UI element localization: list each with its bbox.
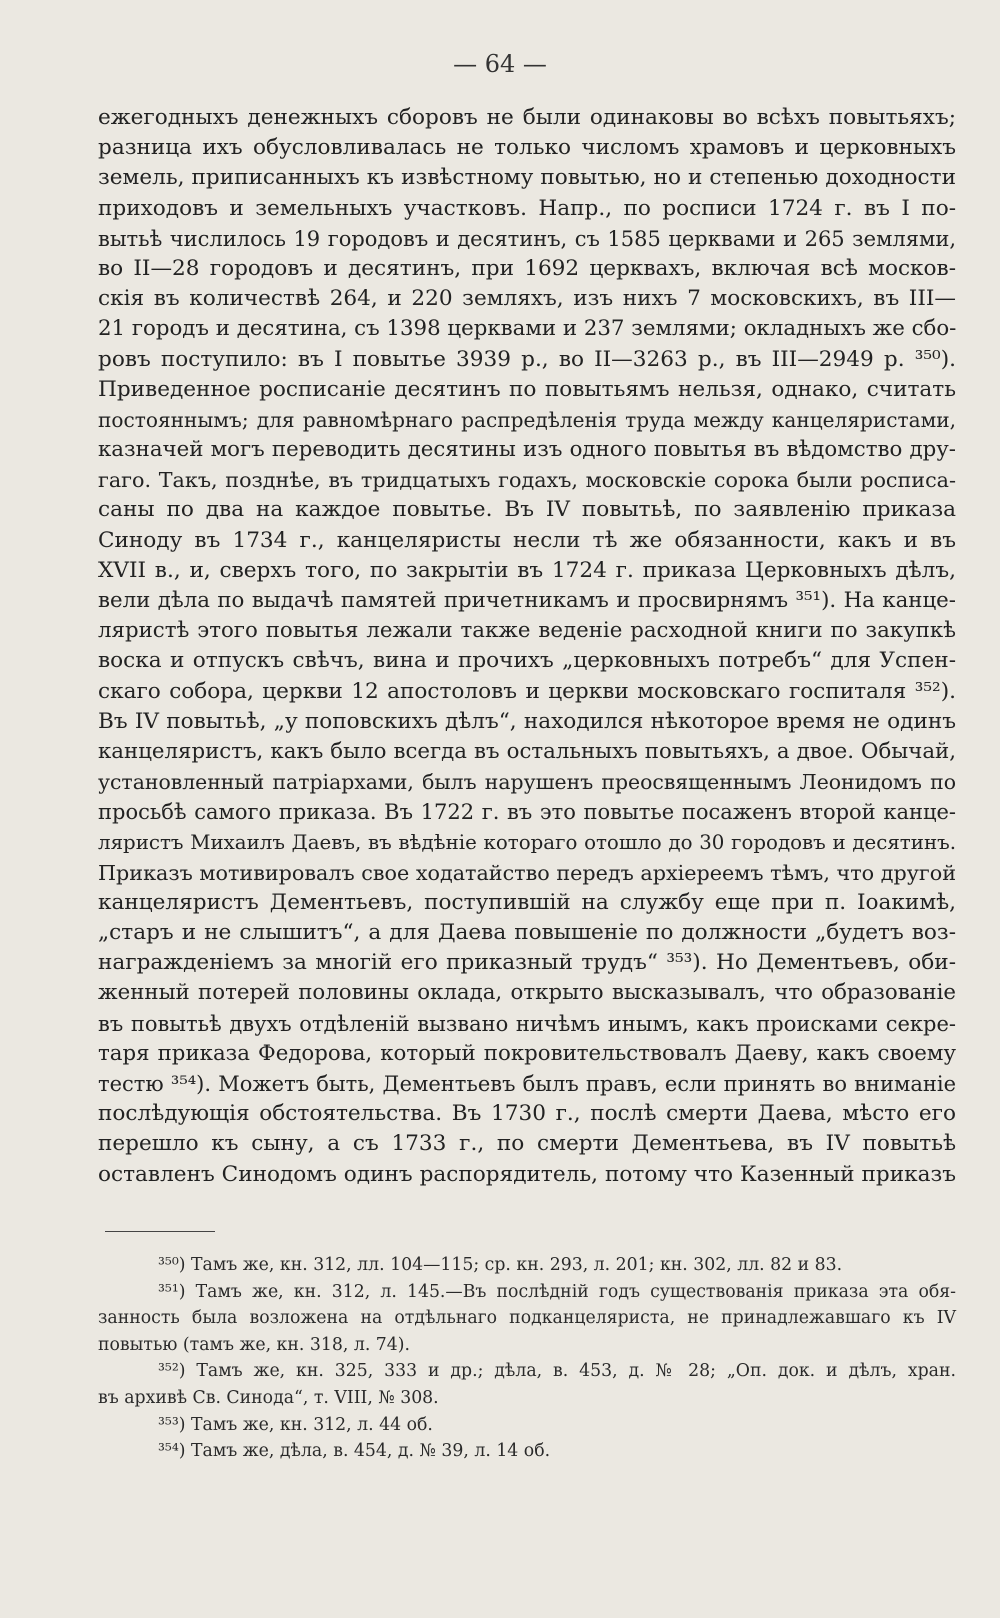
text-line: перешло къ сыну, а съ 1733 г., по смерти Дементьева, въ IV повытьѣ [98, 1131, 956, 1157]
page-number: — 64 — [453, 50, 547, 78]
text-line: вели дѣла по выдачѣ памятей причетникамъ и просвирнямъ ³⁵¹). На канце- [98, 588, 956, 613]
text-line: вытьѣ числилось 19 городовъ и десятинъ, съ 1585 церквами и 265 землями, [98, 226, 956, 251]
text-line: постояннымъ; для равномѣрнаго распредѣленія труда между канцеляристами, [98, 407, 956, 432]
text-line: разница ихъ обусловливалась не только числомъ храмовъ и церковныхъ [98, 135, 956, 161]
footnote-351: ³⁵¹) Тамъ же, кн. 312, л. 145.—Въ послѣдній годъ существованія приказа эта обя- [158, 1281, 956, 1302]
footnote-352-end: въ архивѣ Св. Синода“, т. VIII, № 308. [98, 1387, 439, 1408]
text-line: ровъ поступило: въ I повытье 3939 р., во II—3263 р., въ III—2949 р. ³⁵⁰). [98, 346, 956, 372]
footnote-separator [105, 1231, 215, 1232]
text-line: во II—28 городовъ и десятинъ, при 1692 церквахъ, включая всѣ москов- [98, 255, 956, 281]
text-line: Въ IV повытьѣ, „у поповскихъ дѣлъ“, находился нѣкоторое время не одинъ [98, 708, 956, 734]
footnote-350: ³⁵⁰) Тамъ же, кн. 312, лл. 104—115; ср. кн. 293, л. 201; кн. 302, лл. 82 и 83. [158, 1255, 843, 1275]
text-line: ляристѣ этого повытья лежали также веденіе расходной книги по закупкѣ [98, 618, 956, 644]
text-line: Приведенное росписаніе десятинъ по повытьямъ нельзя, однако, считать [98, 376, 956, 402]
footnote-353: ³⁵³) Тамъ же, кн. 312, л. 44 об. [158, 1414, 433, 1435]
footnote-351-cont: занность была возложена на отдѣльнаго подканцеляриста, не принадлежавшаго къ IV [98, 1308, 956, 1329]
text-line: воска и отпускъ свѣчъ, вина и прочихъ „церковныхъ потребъ“ для Успен- [98, 648, 956, 674]
text-line: „старъ и не слышитъ“, а для Даева повышеніе по должности „будетъ воз- [98, 920, 956, 946]
text-line: женный потерей половины оклада, открыто высказывалъ, что образованіе [98, 980, 956, 1006]
text-line: саны по два на каждое повытье. Въ IV повытьѣ, по заявленію приказа [98, 497, 956, 523]
text-line: скія въ количествѣ 264, и 220 земляхъ, изъ нихъ 7 московскихъ, въ III— [98, 286, 956, 312]
text-line: приходовъ и земельныхъ участковъ. Напр., по росписи 1724 г. въ I по- [98, 195, 956, 221]
text-line: Синоду въ 1734 г., канцеляристы несли тѣ же обязанности, какъ и въ [98, 527, 956, 553]
text-line: канцеляристъ Дементьевъ, поступившій на службу еще при п. Іоакимѣ, [98, 889, 956, 915]
text-line: оставленъ Синодомъ одинъ распорядитель, потому что Казенный приказъ [98, 1161, 956, 1187]
text-line: награжденіемъ за многій его приказный трудъ“ ³⁵³). Но Дементьевъ, оби- [98, 950, 956, 976]
text-line: установленный патріархами, былъ нарушенъ преосвященнымъ Леонидомъ по [98, 770, 956, 795]
text-line: таря приказа Федорова, который покровительствовалъ Даеву, какъ своему [98, 1040, 956, 1066]
text-line: ежегодныхъ денежныхъ сборовъ не были одинаковы во всѣхъ повытьяхъ; [98, 105, 956, 130]
text-line: скаго собора, церкви 12 апостоловъ и церкви московскаго госпиталя ³⁵²). [98, 678, 956, 704]
text-line: казначей могъ переводить десятины изъ одного повытья въ вѣдомство дру- [98, 437, 956, 463]
body-text [98, 103, 956, 1190]
text-line: 21 городъ и десятина, съ 1398 церквами и 237 землями; окладныхъ же сбо- [98, 316, 957, 342]
footnote-352: ³⁵²) Тамъ же, кн. 325, 333 и др.; дѣла, в. 453, д. № 28; „Оп. док. и дѣлъ, хран. [158, 1361, 956, 1382]
text-line: въ повытьѣ двухъ отдѣленій вызвано ничѣмъ инымъ, какъ происками секре- [98, 1011, 956, 1036]
text-line: XVII в., и, сверхъ того, по закрытіи въ 1724 г. приказа Церковныхъ дѣлъ, [98, 557, 956, 583]
text-line: земель, приписанныхъ къ извѣстному повытью, но и степенью доходности [98, 165, 956, 191]
text-line: гаго. Такъ, позднѣе, въ тридцатыхъ годахъ, московскіе сорока были росписа- [98, 468, 956, 493]
text-line: ляристъ Михаилъ Даевъ, въ вѣдѣніе котораго отошло до 30 городовъ и десятинъ. [98, 830, 956, 854]
text-line: Приказъ мотивировалъ свое ходатайство передъ архіереемъ тѣмъ, что другой [98, 860, 956, 885]
footnotes [98, 1252, 956, 1465]
text-line: тестю ³⁵⁴). Можетъ быть, Дементьевъ былъ правъ, если принять во вниманіе [98, 1072, 956, 1096]
text-line: просьбѣ самого приказа. Въ 1722 г. въ это повытье посаженъ второй канце- [98, 800, 956, 825]
footnote-354: ³⁵⁴) Тамъ же, дѣла, в. 454, д. № 39, л. 14 об. [158, 1441, 551, 1462]
footnote-351-end: повытью (тамъ же, кн. 318, л. 74). [98, 1334, 411, 1355]
text-line: послѣдующія обстоятельства. Въ 1730 г., послѣ смерти Даева, мѣсто его [98, 1101, 956, 1127]
text-line: канцеляристъ, какъ было всегда въ остальныхъ повытьяхъ, а двое. Обычай, [98, 738, 956, 764]
